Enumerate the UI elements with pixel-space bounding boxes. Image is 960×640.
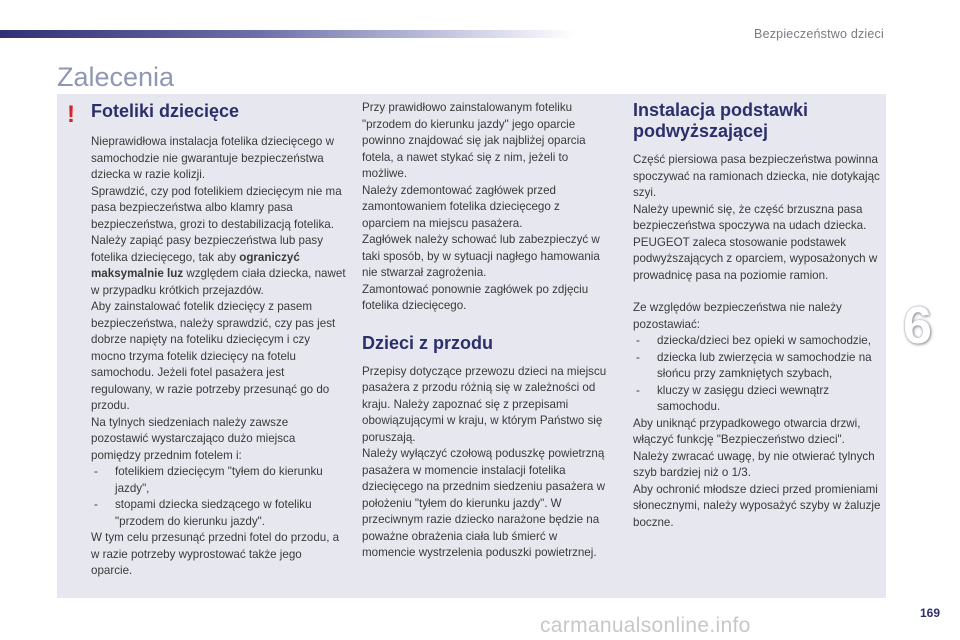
text-span: Należy zapiąć pasy bezpieczeństwa lub pasy fotelika dziecięcego, tak aby <box>91 234 323 264</box>
paragraph: Należy zwracać uwagę, by nie otwierać tylnych szyb bardziej niż o 1/3. <box>633 449 875 479</box>
exclamation-warning-icon: ! <box>67 101 75 128</box>
heading-booster-installation: Instalacja podstawki podwyższającej <box>633 100 809 141</box>
paragraph: W tym celu przesunąć przedni fotel do przodu, a w razie potrzeby wyprostować także jego oparcie. <box>91 531 340 577</box>
list-item: - kluczy w zasięgu dzieci wewnątrz samochodu. <box>633 383 881 416</box>
paragraph: Zamontować ponownie zagłówek po zdjęciu fotelika dziecięcego. <box>362 282 589 312</box>
list-item: - stopami dziecka siedzącego w foteliku "przodem do kierunku jazdy". <box>91 497 346 530</box>
paragraph: Należy zdemontować zagłówek przed zamontowaniem fotelika dziecięcego z oparciem na miejscu pasażera. <box>362 183 560 230</box>
page-number: 169 <box>919 606 940 620</box>
list-item: - fotelikiem dziecięcym "tyłem do kierunku jazdy", <box>91 464 346 497</box>
heading-child-seats: Foteliki dziecięce <box>91 101 240 121</box>
page-title: Zalecenia <box>57 62 175 92</box>
paragraph: Przy prawidłowo zainstalowanym foteliku "przodem do kierunku jazdy" jego oparcie powinno znajdować się jak najbliżej oparcia fotela, a nawet stykać się z nim, jeżeli to możliwe. <box>362 101 586 180</box>
list-item: - dziecka/dzieci bez opieki w samochodzie, <box>633 333 881 350</box>
paragraph: Ze względów bezpieczeństwa nie należy pozostawiać: <box>633 301 842 331</box>
paragraph: Sprawdzić, czy pod fotelikiem dziecięcym nie ma pasa bezpieczeństwa albo klamry pasa bezpieczeństwa, grozi to destabilizacją fotelika. <box>91 184 342 231</box>
paragraph <box>91 233 346 299</box>
chapter-number: 6 <box>903 297 932 355</box>
bold-text: ograniczyć maksymalnie luz <box>91 250 300 280</box>
paragraph: Zagłówek należy schować lub zabezpieczyć w taki sposób, by w sytuacji nagłego hamowania nie stwarzał zagrożenia. <box>362 233 600 279</box>
watermark: carmanualsonline.info <box>540 614 751 637</box>
paragraph: Aby ochronić młodsze dzieci przed promieniami słonecznymi, należy wyposażyć szyby w żaluzje boczne. <box>633 482 881 529</box>
paragraph: Należy wyłączyć czołową poduszkę powietrzną pasażera w momencie instalacji fotelika dziecięcego na przednim siedzeniu pasażera w położeniu "tyłem do kierunku jazdy". W przeciwnym razie dziecko narażone będzie na poważne obrażenia ciała lub śmierć w momencie wystrzelenia poduszki powietrznej. <box>362 447 605 559</box>
column-booster <box>633 100 881 531</box>
paragraph: PEUGEOT zaleca stosowanie podstawek podwyższających z oparciem, wyposażonych w prowadnicę pasa na poziomie ramion. <box>633 235 878 282</box>
paragraph: Aby uniknąć przypadkowego otwarcia drzwi, włączyć funkcję "Bezpieczeństwo dzieci". <box>633 416 861 446</box>
paragraph: Należy upewnić się, że część brzuszna pasa bezpieczeństwa spoczywa na udach dziecka. <box>633 202 867 232</box>
column-headrest <box>362 100 610 562</box>
paragraph: Na tylnych siedzeniach należy zawsze pozostawić wystarczająco dużo miejsca pomiędzy przednim fotelem i: <box>91 415 296 462</box>
paragraph: Aby zainstalować fotelik dziecięcy z pasem bezpieczeństwa, należy sprawdzić, czy pas jest dobrze napięty na foteliku dziecięcym i czy mocno trzyma fotelik dziecięcy na fotelu samochodu. Jeżeli fotel pasażera jest regulowany, w razie potrzeby przesunąć go do przodu. <box>91 300 336 412</box>
paragraph: Przepisy dotyczące przewozu dzieci na miejscu pasażera z przodu różnią się w zależności od kraju. Należy zapoznać się z przepisami obowiązującymi w kraju, w którym Państwo się poruszają. <box>362 364 607 444</box>
list-item: - dziecka lub zwierzęcia w samochodzie na słońcu przy zamkniętych szybach, <box>633 350 881 383</box>
section-header: Bezpieczeństwo dzieci <box>754 27 884 41</box>
text-span: względem ciała dziecka, nawet w przypadku krótkich przejazdów. <box>91 267 346 297</box>
header-gradient-bar <box>0 30 575 38</box>
heading-children-front: Dzieci z przodu <box>362 332 494 353</box>
paragraph: Część piersiowa pasa bezpieczeństwa powinna spoczywać na ramionach dziecka, nie dotykając szyi. <box>633 153 880 199</box>
paragraph: Nieprawidłowa instalacja fotelika dziecięcego w samochodzie nie gwarantuje bezpieczeństwa dziecka w razie kolizji. <box>91 135 334 181</box>
column-child-seats <box>91 101 346 580</box>
